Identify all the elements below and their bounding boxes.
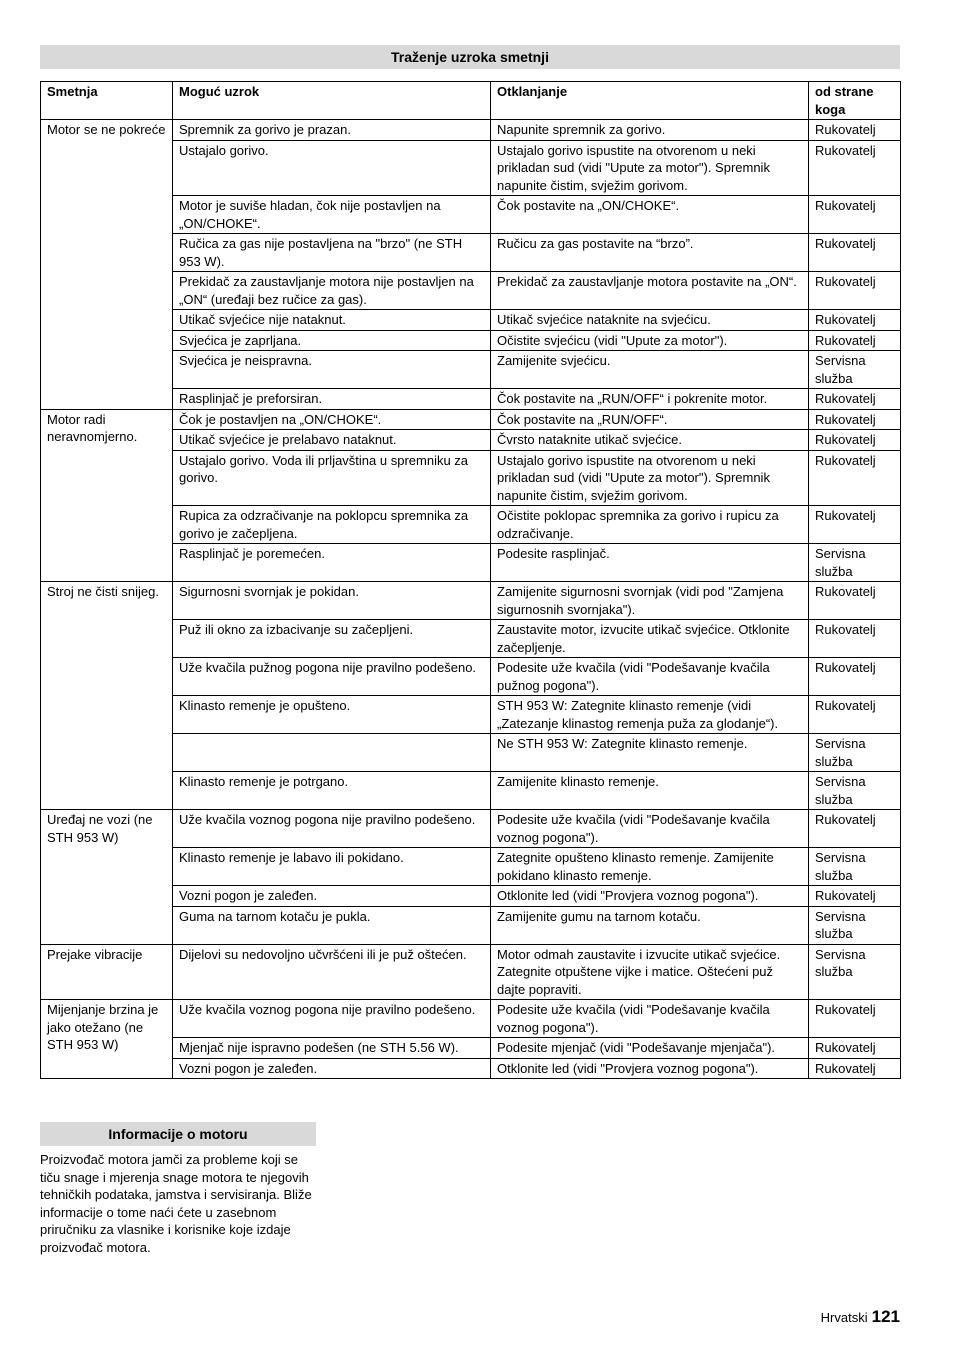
header-fault: Smetnja — [41, 82, 173, 120]
responsible-cell: Rukovatelj — [809, 234, 901, 272]
responsible-cell: Rukovatelj — [809, 658, 901, 696]
remedy-cell: Čok postavite na „ON/CHOKE“. — [491, 196, 809, 234]
page-footer — [821, 1307, 900, 1327]
responsible-cell: Servisna služba — [809, 944, 901, 1000]
remedy-cell: Zamijenite gumu na tarnom kotaču. — [491, 906, 809, 944]
header-by: od strane koga — [809, 82, 901, 120]
responsible-cell: Rukovatelj — [809, 506, 901, 544]
responsible-cell: Rukovatelj — [809, 1000, 901, 1038]
remedy-cell: Podesite uže kvačila (vidi "Podešavanje kvačila voznog pogona"). — [491, 1000, 809, 1038]
motor-info-text: Proizvođač motora jamči za probleme koji se tiču snage i mjerenja snage motora te njegovih tehničkih podataka, jamstva i servisiranja. Bliže informacije o tome naći ćete u zasebnom priručniku za vlasnike i korisnike koje izdaje proizvođač motora. — [40, 1152, 312, 1255]
remedy-cell: Čvrsto nataknite utikač svjećice. — [491, 430, 809, 451]
remedy-cell: Očistite poklopac spremnika za gorivo i rupicu za odzračivanje. — [491, 506, 809, 544]
remedy-cell: Podesite uže kvačila (vidi "Podešavanje kvačila voznog pogona"). — [491, 810, 809, 848]
remedy-cell: Zamijenite sigurnosni svornjak (vidi pod "Zamjena sigurnosnih svornjaka"). — [491, 582, 809, 620]
remedy-cell: Prekidač za zaustavljanje motora postavite na „ON“. — [491, 272, 809, 310]
footer-language: Hrvatski — [820, 1310, 868, 1325]
remedy-cell: Napunite spremnik za gorivo. — [491, 120, 809, 141]
troubleshooting-table — [40, 81, 901, 1079]
responsible-cell: Rukovatelj — [809, 1058, 901, 1079]
responsible-cell: Servisna služba — [809, 734, 901, 772]
cause-cell: Puž ili okno za izbacivanje su začepljeni. — [173, 620, 491, 658]
cause-cell — [173, 734, 491, 772]
cause-cell: Dijelovi su nedovoljno učvršćeni ili je puž oštećen. — [173, 944, 491, 1000]
cause-cell: Ustajalo gorivo. — [173, 140, 491, 196]
cause-cell: Uže kvačila voznog pogona nije pravilno podešeno. — [173, 810, 491, 848]
page-title: Traženje uzroka smetnji — [40, 45, 900, 69]
cause-cell: Ručica za gas nije postavljena na "brzo" (ne STH 953 W). — [173, 234, 491, 272]
fault-cell: Mijenjanje brzina je jako otežano (ne STH 953 W) — [41, 1000, 173, 1079]
responsible-cell: Rukovatelj — [809, 330, 901, 351]
responsible-cell: Rukovatelj — [809, 886, 901, 907]
cause-cell: Rasplinjač je poremećen. — [173, 544, 491, 582]
cause-cell: Sigurnosni svornjak je pokidan. — [173, 582, 491, 620]
table-row — [41, 1000, 901, 1038]
remedy-cell: Utikač svjećice nataknite na svjećicu. — [491, 310, 809, 331]
table-header-row — [41, 82, 901, 120]
responsible-cell: Servisna služba — [809, 351, 901, 389]
responsible-cell: Rukovatelj — [809, 389, 901, 410]
cause-cell: Rasplinjač je preforsiran. — [173, 389, 491, 410]
responsible-cell: Rukovatelj — [809, 272, 901, 310]
remedy-cell: Otklonite led (vidi "Provjera voznog pogona"). — [491, 1058, 809, 1079]
remedy-cell: Očistite svjećicu (vidi "Upute za motor"). — [491, 330, 809, 351]
cause-cell: Ustajalo gorivo. Voda ili prljavština u spremniku za gorivo. — [173, 450, 491, 506]
cause-cell: Spremnik za gorivo je prazan. — [173, 120, 491, 141]
header-remedy: Otklanjanje — [491, 82, 809, 120]
motor-info-heading: Informacije o motoru — [40, 1122, 316, 1146]
responsible-cell: Rukovatelj — [809, 620, 901, 658]
responsible-cell: Rukovatelj — [809, 310, 901, 331]
remedy-cell: Podesite rasplinjač. — [491, 544, 809, 582]
remedy-cell: Ustajalo gorivo ispustite na otvorenom u neki prikladan sud (vidi "Upute za motor"). Spremnik napunite čistim, svježim gorivom. — [491, 140, 809, 196]
table-row — [41, 120, 901, 141]
table-row — [41, 582, 901, 620]
cause-cell: Čok je postavljen na „ON/CHOKE“. — [173, 409, 491, 430]
cause-cell: Vozni pogon je zaleđen. — [173, 1058, 491, 1079]
remedy-cell: Motor odmah zaustavite i izvucite utikač svjećice. Zategnite otpuštene vijke i matice. Oštećeni puž dajte popraviti. — [491, 944, 809, 1000]
cause-cell: Klinasto remenje je opušteno. — [173, 696, 491, 734]
table-row — [41, 409, 901, 430]
cause-cell: Svjećica je zaprljana. — [173, 330, 491, 351]
fault-cell: Prejake vibracije — [41, 944, 173, 1000]
table-row — [41, 944, 901, 1000]
cause-cell: Vozni pogon je zaleđen. — [173, 886, 491, 907]
table-body — [41, 120, 901, 1079]
fault-cell: Motor radi neravnomjerno. — [41, 409, 173, 582]
table-row — [41, 810, 901, 848]
remedy-cell: Ručicu za gas postavite na “brzo”. — [491, 234, 809, 272]
responsible-cell: Rukovatelj — [809, 810, 901, 848]
responsible-cell: Rukovatelj — [809, 696, 901, 734]
cause-cell: Motor je suviše hladan, čok nije postavljen na „ON/CHOKE“. — [173, 196, 491, 234]
fault-cell: Stroj ne čisti snijeg. — [41, 582, 173, 810]
fault-cell: Motor se ne pokreće — [41, 120, 173, 410]
remedy-cell: Zategnite opušteno klinasto remenje. Zamijenite pokidano klinasto remenje. — [491, 848, 809, 886]
remedy-cell: Podesite mjenjač (vidi "Podešavanje mjenjača"). — [491, 1038, 809, 1059]
responsible-cell: Servisna služba — [809, 544, 901, 582]
cause-cell: Svjećica je neispravna. — [173, 351, 491, 389]
responsible-cell: Rukovatelj — [809, 120, 901, 141]
remedy-cell: Zaustavite motor, izvucite utikač svjećice. Otklonite začepljenje. — [491, 620, 809, 658]
remedy-cell: Podesite uže kvačila (vidi "Podešavanje kvačila pužnog pogona"). — [491, 658, 809, 696]
cause-cell: Prekidač za zaustavljanje motora nije postavljen na „ON“ (uređaji bez ručice za gas). — [173, 272, 491, 310]
responsible-cell: Rukovatelj — [809, 1038, 901, 1059]
remedy-cell: STH 953 W: Zategnite klinasto remenje (vidi „Zatezanje klinastog remenja puža za glodanje“). — [491, 696, 809, 734]
cause-cell: Utikač svjećice je prelabavo nataknut. — [173, 430, 491, 451]
responsible-cell: Servisna služba — [809, 772, 901, 810]
remedy-cell: Ne STH 953 W: Zategnite klinasto remenje. — [491, 734, 809, 772]
responsible-cell: Rukovatelj — [809, 196, 901, 234]
responsible-cell: Servisna služba — [809, 906, 901, 944]
responsible-cell: Rukovatelj — [809, 409, 901, 430]
cause-cell: Guma na tarnom kotaču je pukla. — [173, 906, 491, 944]
cause-cell: Utikač svjećice nije nataknut. — [173, 310, 491, 331]
responsible-cell: Rukovatelj — [809, 430, 901, 451]
cause-cell: Mjenjač nije ispravno podešen (ne STH 5.56 W). — [173, 1038, 491, 1059]
remedy-cell: Čok postavite na „RUN/OFF“ i pokrenite motor. — [491, 389, 809, 410]
responsible-cell: Rukovatelj — [809, 450, 901, 506]
cause-cell: Uže kvačila voznog pogona nije pravilno podešeno. — [173, 1000, 491, 1038]
responsible-cell: Rukovatelj — [809, 582, 901, 620]
cause-cell: Klinasto remenje je labavo ili pokidano. — [173, 848, 491, 886]
header-cause: Moguć uzrok — [173, 82, 491, 120]
cause-cell: Klinasto remenje je potrgano. — [173, 772, 491, 810]
page-number: 121 — [871, 1307, 900, 1326]
remedy-cell: Zamijenite svjećicu. — [491, 351, 809, 389]
cause-cell: Rupica za odzračivanje na poklopcu spremnika za gorivo je začepljena. — [173, 506, 491, 544]
responsible-cell: Servisna služba — [809, 848, 901, 886]
fault-cell: Uređaj ne vozi (ne STH 953 W) — [41, 810, 173, 945]
responsible-cell: Rukovatelj — [809, 140, 901, 196]
remedy-cell: Ustajalo gorivo ispustite na otvorenom u neki prikladan sud (vidi "Upute za motor"). Spremnik napunite čistim, svježim gorivom. — [491, 450, 809, 506]
remedy-cell: Zamijenite klinasto remenje. — [491, 772, 809, 810]
remedy-cell: Čok postavite na „RUN/OFF“. — [491, 409, 809, 430]
cause-cell: Uže kvačila pužnog pogona nije pravilno podešeno. — [173, 658, 491, 696]
remedy-cell: Otklonite led (vidi "Provjera voznog pogona"). — [491, 886, 809, 907]
